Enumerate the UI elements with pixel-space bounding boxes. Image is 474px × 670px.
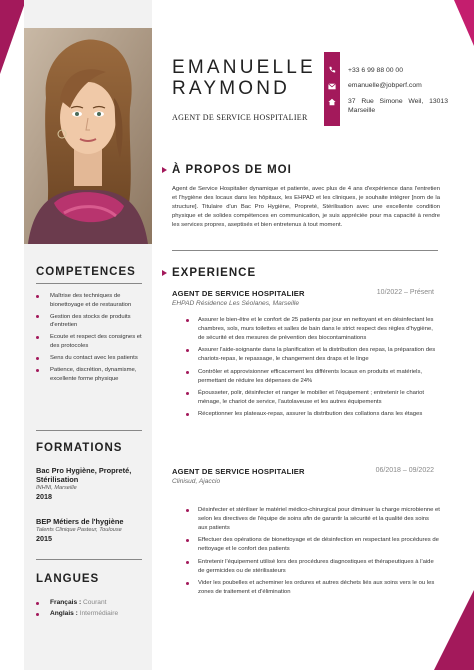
contact-email: emanuelle@jobperf.com [348,82,422,89]
contact-address-line2: Marseille [348,107,376,114]
language-item [36,599,106,606]
list-item [186,316,440,343]
formation-year: 2015 [36,534,52,543]
profile-photo [24,28,152,244]
list-item [186,506,440,533]
language-name: Anglais : [50,610,78,617]
competences-bottom-divider [36,430,142,431]
job-title: AGENT DE SERVICE HOSPITALIER [172,113,308,122]
job-header [172,289,434,307]
job-name: AGENT DE SERVICE HOSPITALIER [172,467,305,476]
bullet-icon [186,319,189,322]
bullet-icon [36,336,39,339]
task-text: Réceptionner les plateaux-repas, assurer la distribution des collations dans les étages [198,411,423,418]
list-item [36,354,144,363]
phone-icon [324,64,340,76]
bullet-icon [186,539,189,542]
formation-title: Bac Pro Hygiène, Propreté, Stérilisation [36,466,132,484]
about-title: À PROPOS DE MOI [172,164,292,176]
task-text: Vider les poubelles et acheminer les ordures et autres déchets liés aux soins vers le ou les zones de traitement et d'élimination [198,579,435,595]
bullet-icon [186,561,189,564]
last-name: RAYMOND [172,78,291,99]
competence-text: Maîtrise des techniques de bionettoyage et de restauration [50,293,132,308]
language-level: Intermédiaire [79,610,119,617]
competence-text: Gestion des stocks de produits d'entretien [50,313,131,329]
list-item [186,389,440,407]
job-header [172,467,434,485]
task-text: Entretenir l'équipement utilisé lors des procédures diagnostiques et thérapeutiques à l'aide de germicides ou de stérilisateurs [198,558,434,574]
formation-school: Talents Clinique Pasteur, Toulouse [36,527,122,533]
section-marker-icon [162,270,167,276]
bullet-icon [36,357,39,360]
list-item [186,558,440,576]
list-item [186,346,440,364]
langues-title: LANGUES [36,573,100,585]
language-name: Français : [50,599,82,606]
contact-address-line1: 37 Rue Simone Weil, 13013 [348,98,448,105]
list-item [36,292,144,309]
experience-title: EXPERIENCE [172,267,257,279]
home-icon [324,96,340,108]
bullet-icon [186,392,189,395]
job-org: EHPAD Résidence Les Séolanes, Marseille [172,300,300,307]
task-text: Effectuer des opérations de bionettoyage et de désinfection en respectant les procédures de nettoyage et le confort des patients [198,537,439,553]
bullet-icon [186,413,189,416]
formation-year: 2018 [36,492,52,501]
about-text: Agent de Service Hospitalier dynamique et patiente, avec plus de 4 ans d'expérience dans l'entretien et l'hygiène des locaux dans les hôpitaux, les EHPAD et les cliniques, je souhaite intégrer [nom de la structure]. Titulaire d'un Bac Pro Hygiène, Propreté, Stérilisation avec une excellente condition physique et de solides compétences en communication, je suis appréciée pour ma capacité à rendre les services propres, aseptisés et bien entretenus à tout moment. [172,186,440,228]
bullet-icon [186,509,189,512]
bullet-icon [36,369,39,372]
task-text: Épousseter, polir, désinfecter et ranger le mobilier et l'équipement ; entretenir le chariot ménage, le chariot de service, l'autolaveuse et les autres équipements [198,389,425,405]
bullet-icon [36,295,39,298]
bullet-icon [186,371,189,374]
first-name: EMANUELLE [172,57,316,78]
formation-school: INHNI, Marseille [36,485,77,491]
job-dates: 06/2018 – 09/2022 [375,467,434,474]
job-dates: 10/2022 – Présent [376,289,434,296]
language-level: Courant [83,599,107,606]
competences-list [36,292,144,387]
corner-decoration-top-left [0,0,26,74]
bullet-icon [36,602,39,605]
list-item [36,313,144,330]
contact-phone: +33 6 99 88 00 00 [348,67,403,74]
competence-text: Ecoute et respect des consignes et des protocoles [50,334,142,349]
list-item [186,368,440,386]
about-divider [172,250,438,251]
bullet-icon [36,613,39,616]
corner-decoration-top-right [454,0,474,46]
task-list [186,316,440,422]
envelope-icon [324,80,340,92]
task-text: Assurer l'aide-soignante dans la planification et la distribution des repas, la préparation des chariots-repas, le repassage, le changement des draps et le linge [198,347,436,363]
corner-decoration-bottom-right [434,590,474,670]
job-org: Clinisud, Ajaccio [172,478,221,485]
competences-divider [36,283,142,284]
formation-item [36,517,146,543]
job-name: AGENT DE SERVICE HOSPITALIER [172,289,305,298]
list-item [36,366,144,383]
list-item [186,410,440,419]
section-marker-icon [162,167,167,173]
competence-text: Patience, discrétion, dynamisme, excellente forme physique [50,367,137,382]
language-item [36,610,118,617]
competence-text: Sens du contact avec les patients [50,355,138,362]
bullet-icon [186,349,189,352]
task-text: Assurer le bien-être et le confort de 25 patients par jour en nettoyant et en désinfectant les chambres, sols, murs toilettes et salles de bain dans le strict respect des règles d'hygiène, de sécurité et des mesures de prévention des biocontaminations [198,317,434,341]
bullet-icon [186,582,189,585]
bullet-icon [36,315,39,318]
task-text: Désinfecter et stériliser le matériel médico-chirurgical pour diminuer la charge microbienne et selon les directives de l'équipe de soins afin de garantir la sécurité et la qualité des soins aux patients [198,507,440,531]
task-text: Contrôler et approvisionner efficacement les différents locaux en produits et matériels, permettant de réduire les dépenses de 24% [198,368,423,384]
competences-title: COMPETENCES [36,266,136,278]
formation-title: BEP Métiers de l'hygiène [36,517,124,526]
list-item [36,333,144,350]
list-item [186,536,440,554]
formations-title: FORMATIONS [36,442,123,454]
formation-item [36,466,146,501]
formations-bottom-divider [36,559,142,560]
task-list [186,506,440,600]
list-item [186,579,440,597]
